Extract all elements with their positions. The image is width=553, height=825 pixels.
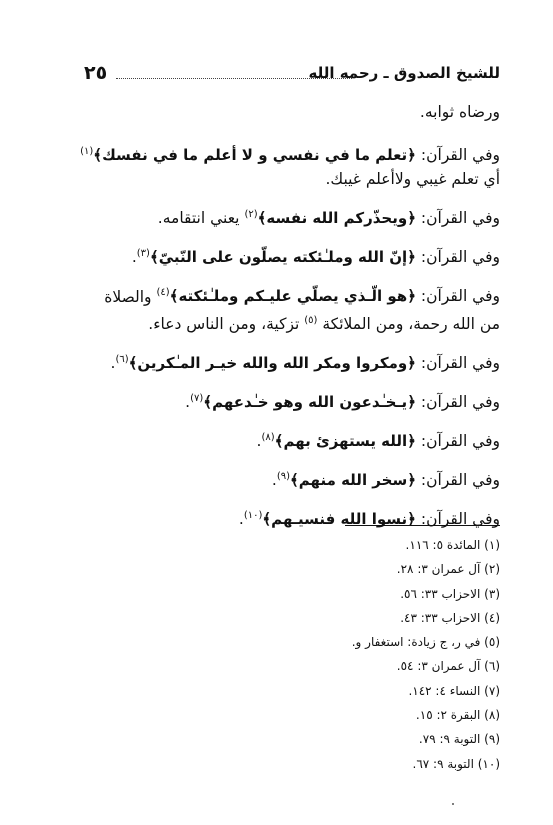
body-text (80, 100, 500, 544)
footnote: (١) المائدة ٥: ١١٦. (405, 538, 500, 552)
paragraph (80, 242, 500, 269)
paragraph-lead: وفي القرآن: (415, 287, 500, 306)
running-head: للشيخ الصدوق ـ رحمه الله (308, 64, 500, 82)
quran-verse: ﴿يـخـٰدعون الله وهو خـٰدعهم﴾ (203, 393, 416, 412)
footnote: (٢) آل عمران ٣: ٢٨. (396, 562, 500, 577)
paragraph-tail: . (185, 393, 191, 412)
quran-verse: ﴿نسوا الله فنسيـهم﴾ (262, 510, 416, 529)
paragraph-lead: وفي القرآن: (415, 393, 500, 412)
paragraph (80, 387, 500, 414)
paragraph-lead: وفي القرآن: (415, 353, 500, 372)
paragraph-tail: . (110, 353, 116, 372)
footnote-ref: (٢) (244, 209, 258, 221)
quran-verse: ﴿ويحذّركم الله نفسه﴾ (257, 209, 416, 228)
paragraph (80, 348, 500, 375)
paragraph (80, 465, 500, 492)
footnote-ref: (١٠) (243, 510, 263, 522)
paragraph-lead: وفي القرآن: (415, 248, 500, 267)
footnote: (٥) في ر، ج زيادة: استغفار و. (351, 635, 500, 650)
footnote: (٧) النساء ٤: ١٤٢. (408, 683, 500, 698)
paragraph (80, 281, 500, 335)
paragraph-tail: . (271, 471, 277, 490)
paragraph-lead: وفي القرآن: (415, 510, 500, 529)
footnote: (٤) الاحزاب ٣٣: ٤٣. (400, 610, 500, 625)
quran-verse: ﴿إنّ الله وملـٰئكته يصلّون على النّبيّ﴾ (149, 248, 416, 267)
paragraph-tail: يعني انتقامه. (157, 209, 245, 228)
footnote: (١٠) التوبة ٩: ٦٧. (412, 756, 500, 771)
paragraph-lead: وفي القرآن: (415, 146, 500, 165)
footnote-ref: (٨) (261, 432, 275, 444)
footnote-separator (345, 525, 500, 526)
quran-verse: ﴿سخر الله منهم﴾ (290, 471, 416, 490)
quran-verse: ﴿ومكروا ومكر الله والله خيـر المـٰكرين﴾ (128, 353, 416, 372)
paragraph (80, 203, 500, 230)
page-speck (452, 803, 454, 805)
paragraph-tail: أي تعلم غيبي ولاأعلم غيبك. (325, 170, 500, 189)
paragraph (80, 100, 500, 124)
footnote: (٩) التوبة ٩: ٧٩. (418, 732, 500, 747)
footnotes (80, 533, 500, 776)
paragraph (80, 426, 500, 453)
footnote: (٦) آل عمران ٣: ٥٤. (396, 659, 500, 674)
paragraph-lead: وفي القرآن: (415, 432, 500, 451)
quran-verse: ﴿الله يستهزئ بهم﴾ (274, 432, 416, 451)
paragraph-tail: والصلاة من الله رحمة، ومن الملائكة $^{(٥)}$ تزكية، ومن الناس دعاء. (104, 287, 500, 333)
paragraph (80, 140, 500, 191)
footnote-ref: (٣) (136, 248, 150, 260)
footnote: (٣) الاحزاب ٣٣: ٥٦. (400, 586, 500, 601)
paragraph-tail: . (131, 248, 137, 267)
footnote-ref: (٩) (276, 471, 290, 483)
quran-verse: ﴿تعلم ما في نفسي و لا أعلم ما في نفسك﴾ (93, 146, 416, 165)
footnote-ref: (٧) (190, 392, 204, 404)
footnote-ref: (٤) (156, 287, 170, 299)
paragraph (80, 504, 500, 531)
footnote: (٨) البقرة ٢: ١٥. (415, 708, 500, 723)
paragraph-lead: وفي القرآن: (415, 471, 500, 490)
paragraph-tail: . (256, 432, 262, 451)
paragraph-lead: وفي القرآن: (415, 209, 500, 228)
page-number: ٢٥ (84, 62, 108, 84)
paragraph-text: ورضاه ثوابه. (419, 103, 500, 121)
footnote-ref: (١) (80, 146, 94, 157)
paragraph-tail: . (238, 510, 244, 529)
footnote-ref: (٥) (304, 314, 318, 326)
page-header (80, 60, 500, 90)
quran-verse: ﴿هو الّـذي يصلّي عليـكم وملـٰئكته﴾ (169, 287, 416, 306)
footnote-ref: (٦) (115, 353, 129, 365)
